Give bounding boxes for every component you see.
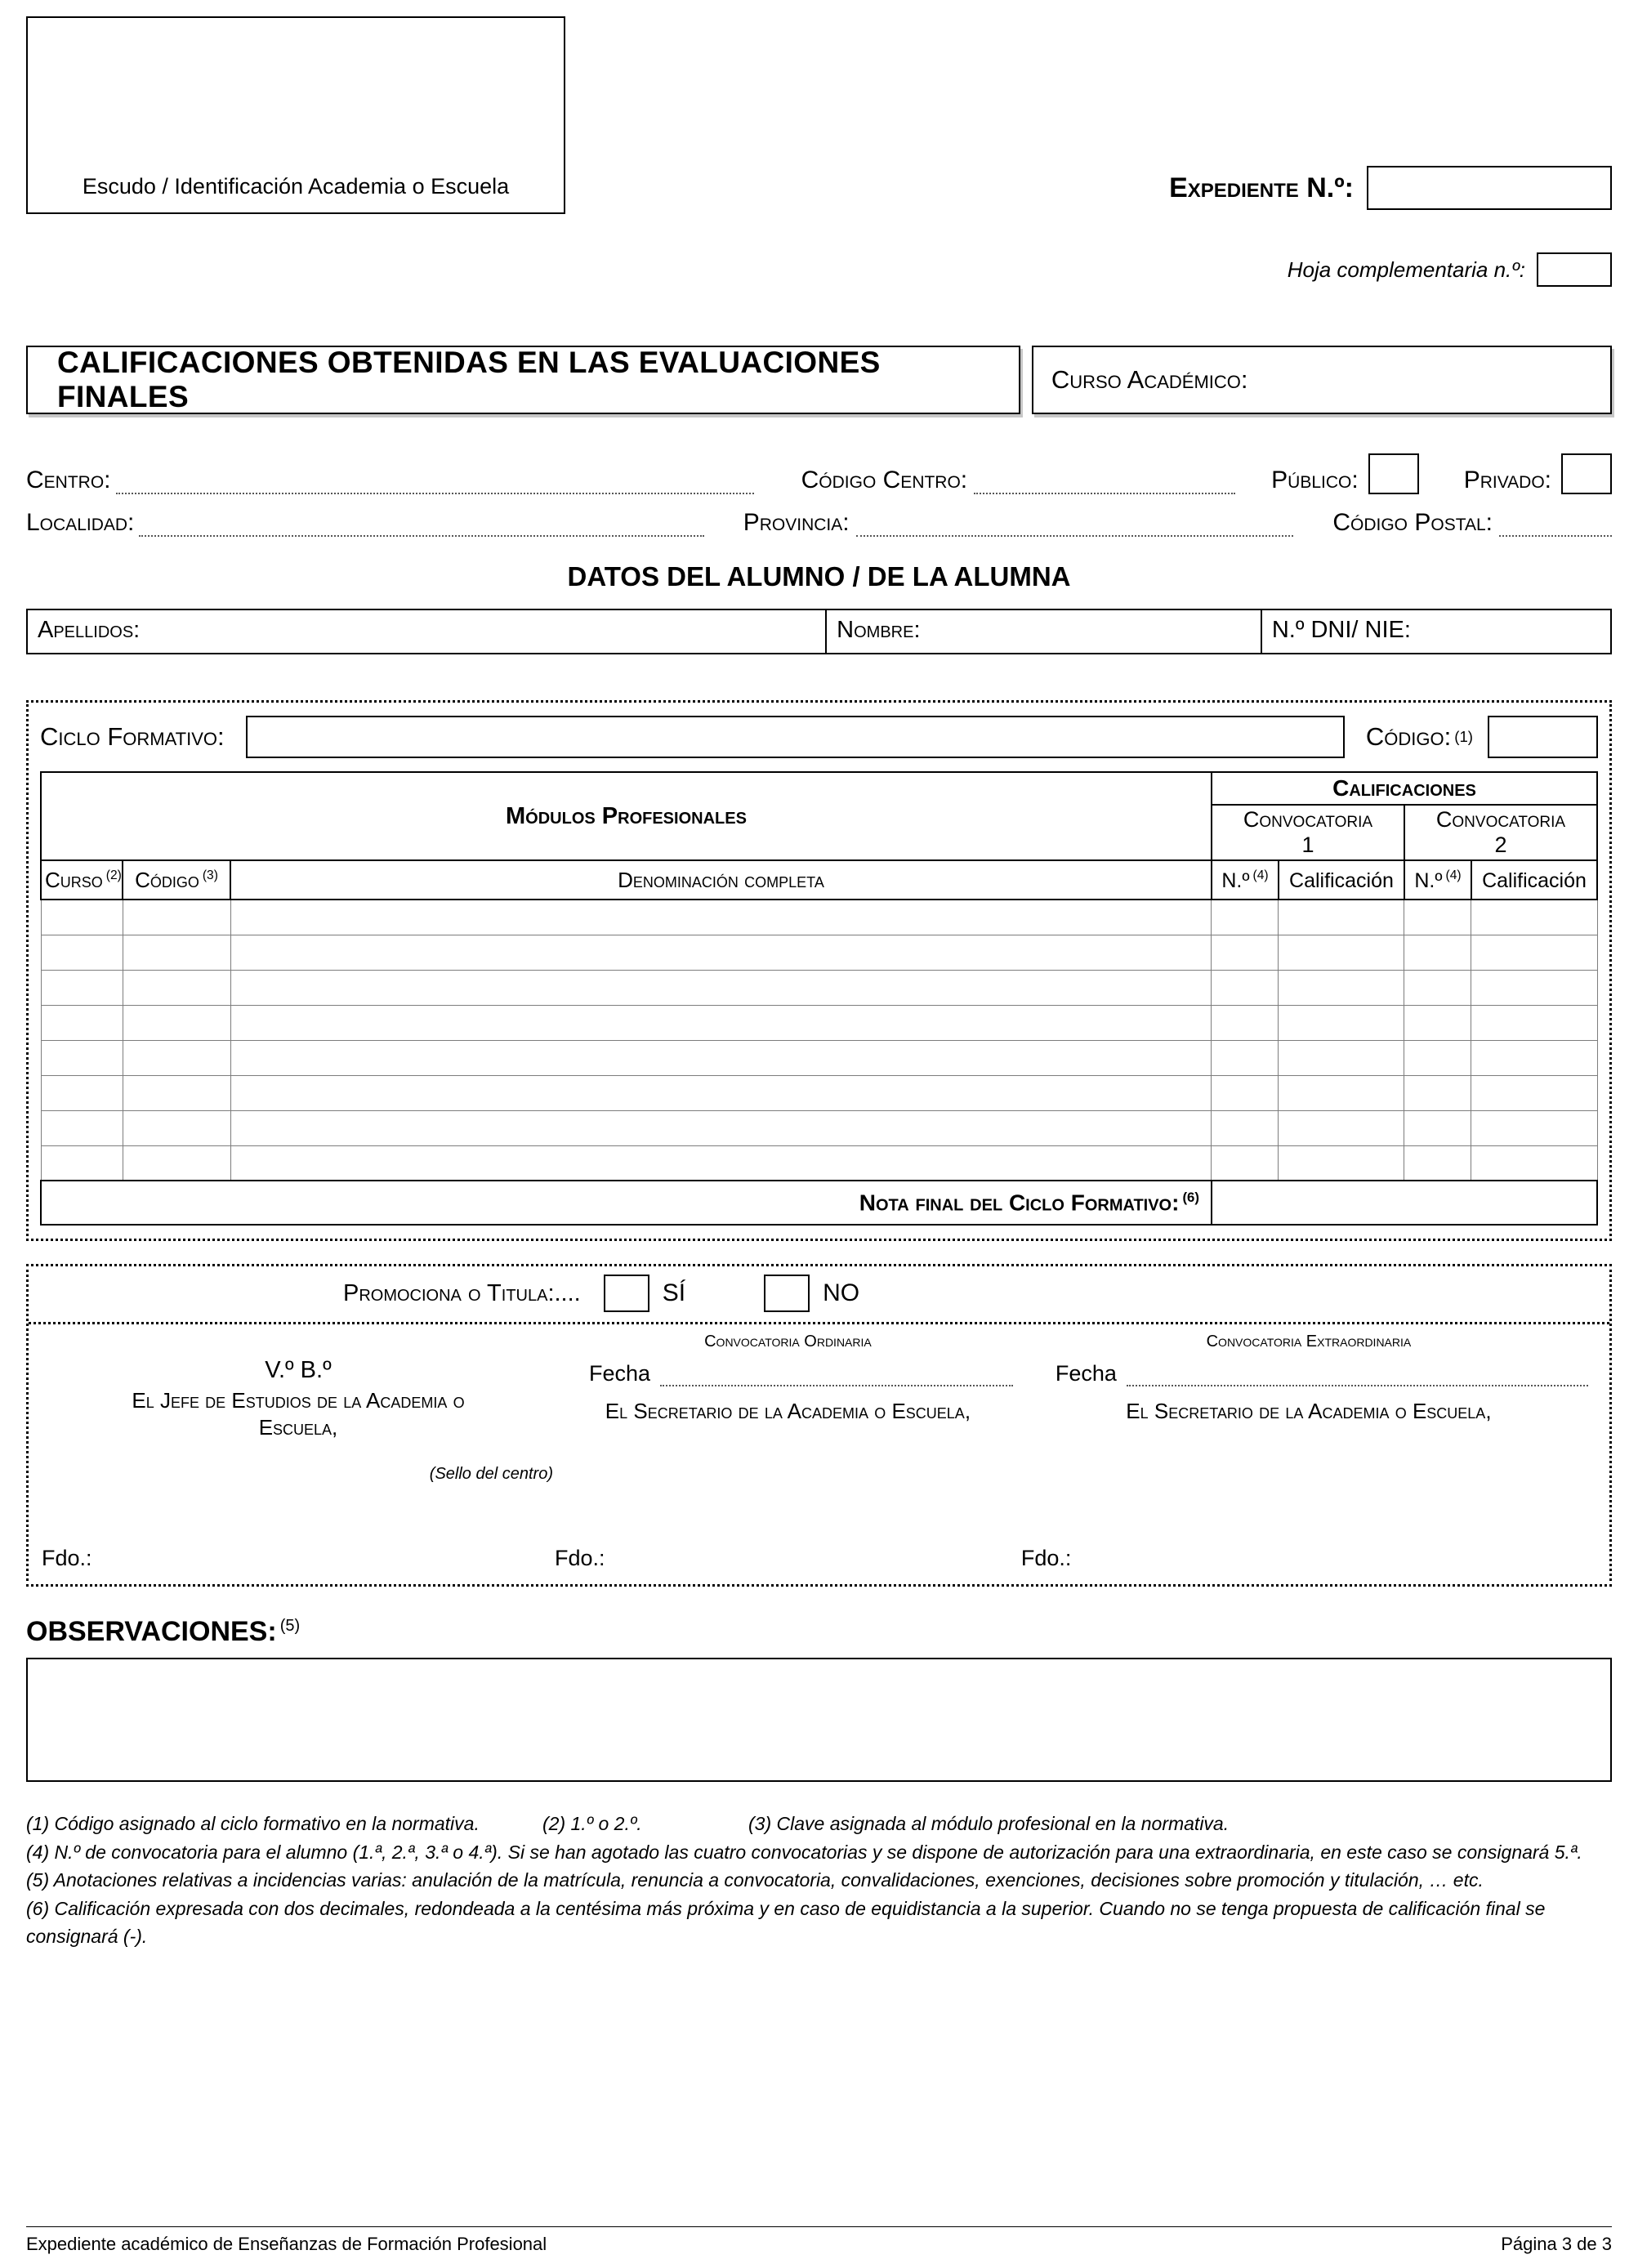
centro-row (26, 453, 1612, 494)
grades-cell[interactable] (1212, 1040, 1279, 1075)
curso-academico-box[interactable] (1032, 346, 1612, 414)
nombre-field[interactable] (827, 610, 1262, 653)
grades-cell[interactable] (41, 1110, 123, 1145)
fecha-row-extraordinaria (1021, 1361, 1596, 1386)
no-checkbox[interactable] (764, 1275, 810, 1312)
footnote-4: (4) N.º de convocatoria para el alumno (1.ª, 2.ª, 3.ª o 4.ª). Si se han agotado las cuatro convocatorias y se dispone de autorización para una extraordinaria, en este caso se consignará 5.ª. (26, 1841, 1582, 1863)
alumno-table (26, 609, 1612, 654)
extraordinaria-column (1021, 1331, 1596, 1571)
grades-cell[interactable] (41, 1145, 123, 1181)
ordinaria-column (555, 1331, 1021, 1571)
fecha-label-2: Fecha (1055, 1361, 1117, 1386)
nota-final-label-cell: Nota final del Ciclo Formativo: $^{(6)}$ (41, 1181, 1212, 1225)
grades-empty-row (41, 1145, 1597, 1181)
fdo-label-1: Fdo.: (42, 1546, 92, 1571)
provincia-fill[interactable] (856, 507, 1294, 537)
grades-cell[interactable] (1471, 1145, 1597, 1181)
nombre-label: Nombre: (837, 617, 921, 643)
grades-cell[interactable] (1471, 1005, 1597, 1040)
col-num2-header: N.º $^{(4)}$ (1404, 860, 1471, 900)
ciclo-formativo-label: Ciclo Formativo: (40, 722, 225, 751)
sello-centro-label: (Sello del centro) (429, 1465, 553, 1484)
escudo-box (26, 16, 565, 214)
grades-cell[interactable] (1212, 1110, 1279, 1145)
localidad-fill[interactable] (139, 507, 703, 537)
grades-cell[interactable] (123, 935, 230, 970)
grades-empty-row (41, 1110, 1597, 1145)
centro-fill[interactable] (116, 465, 754, 494)
grades-empty-row (41, 1040, 1597, 1075)
grades-cell[interactable] (1279, 1040, 1404, 1075)
calificaciones-section (26, 700, 1612, 1241)
publico-checkbox[interactable] (1368, 453, 1419, 494)
grades-cell[interactable] (1471, 935, 1597, 970)
grades-cell[interactable] (1404, 935, 1471, 970)
grades-cell[interactable] (1404, 1110, 1471, 1145)
grades-cell[interactable] (123, 970, 230, 1005)
vobo-column (42, 1331, 555, 1571)
grades-cell[interactable] (1404, 1040, 1471, 1075)
grades-cell[interactable] (41, 970, 123, 1005)
grades-cell[interactable] (1212, 970, 1279, 1005)
grades-empty-row (41, 1075, 1597, 1110)
col-codigo-header: Código $^{(3)}$ (123, 860, 230, 900)
col-num1-header: N.º $^{(4)}$ (1212, 860, 1279, 900)
codigo-ref: (3) (202, 868, 218, 882)
convocatoria-1-header: Convocatoria 1 (1212, 805, 1404, 860)
ciclo-formativo-input[interactable] (246, 716, 1345, 758)
num1-ref: (4) (1252, 868, 1269, 882)
codigo-centro-label: Código Centro: (801, 467, 968, 493)
grades-cell[interactable] (41, 935, 123, 970)
jefe-estudios-label: El Jefe de Estudios de la Academia o Escuela, (132, 1388, 465, 1440)
grades-cell[interactable] (1404, 1005, 1471, 1040)
dni-label: N.º DNI/ NIE: (1271, 617, 1411, 643)
observaciones-box[interactable] (26, 1658, 1612, 1782)
no-label: NO (823, 1279, 860, 1307)
grades-cell[interactable] (1212, 1145, 1279, 1181)
convocatoria-extraordinaria-heading: Convocatoria Extraordinaria (1206, 1333, 1412, 1351)
expediente-label: Expediente N.º: (1169, 172, 1354, 203)
ciclo-codigo-ref: (1) (1454, 728, 1473, 745)
codigo-postal-fill[interactable] (1499, 507, 1612, 537)
grades-cell[interactable] (1279, 970, 1404, 1005)
grades-cell[interactable] (1212, 1005, 1279, 1040)
grades-cell[interactable] (230, 1040, 1212, 1075)
vobo-label: V.º B.º (265, 1357, 332, 1384)
col-calificacion1-header: Calificación (1279, 860, 1404, 900)
grades-cell[interactable] (123, 900, 230, 935)
calificaciones-header: Calificaciones (1212, 772, 1597, 805)
grades-cell[interactable] (123, 1040, 230, 1075)
grades-cell[interactable] (1471, 1040, 1597, 1075)
col-calificacion2-header: Calificación (1471, 860, 1597, 900)
grades-cell[interactable] (1279, 1145, 1404, 1181)
grades-cell[interactable] (1471, 970, 1597, 1005)
grades-empty-row (41, 935, 1597, 970)
publico-label: Público: (1271, 467, 1359, 493)
expediente-input[interactable] (1367, 166, 1612, 210)
grades-cell[interactable] (1471, 900, 1597, 935)
signatures-grid (29, 1324, 1609, 1584)
hoja-complementaria-input[interactable] (1537, 252, 1612, 287)
grades-cell[interactable] (1404, 1075, 1471, 1110)
privado-label: Privado: (1463, 467, 1551, 493)
footnote-6: (6) Calificación expresada con dos decimales, redondeada a la centésima más próxima y en caso de equidistancia a la superior. Cuando no se tenga propuesta de calificación final se consignará (-). (26, 1897, 1546, 1948)
grades-cell[interactable] (1212, 935, 1279, 970)
footnote-2: (2) 1.º o 2.º. (542, 1813, 642, 1835)
convocatoria-ordinaria-heading: Convocatoria Ordinaria (704, 1333, 872, 1351)
page-title: CALIFICACIONES OBTENIDAS EN LAS EVALUACIONES FINALES (57, 346, 881, 413)
grades-cell[interactable] (41, 900, 123, 935)
grades-empty-row (41, 900, 1597, 935)
grades-cell[interactable] (1279, 1075, 1404, 1110)
num2-ref: (4) (1445, 868, 1462, 882)
convocatoria-2-header: Convocatoria 2 (1404, 805, 1597, 860)
expediente-row (1169, 166, 1612, 210)
grades-cell[interactable] (123, 1145, 230, 1181)
curso-ref: (2) (105, 868, 122, 882)
grades-cell[interactable] (1471, 1110, 1597, 1145)
grades-empty-row (41, 1005, 1597, 1040)
page-title-box (26, 346, 1020, 414)
grades-cell[interactable] (1471, 1075, 1597, 1110)
grades-cell[interactable] (230, 900, 1212, 935)
localidad-row (26, 507, 1612, 537)
page-footer (26, 2226, 1612, 2255)
fecha-fill-1[interactable] (660, 1362, 1013, 1386)
grades-cell[interactable] (41, 1075, 123, 1110)
codigo-centro-fill[interactable] (974, 465, 1235, 494)
apellidos-label: Apellidos: (38, 617, 141, 643)
grades-cell[interactable] (230, 935, 1212, 970)
dni-field[interactable] (1262, 610, 1610, 653)
grades-cell[interactable] (1212, 900, 1279, 935)
curso-academico-label: Curso Académico: (1051, 365, 1248, 394)
header-right (1169, 16, 1612, 287)
ciclo-formativo-row (40, 716, 1598, 758)
datos-alumno-heading: DATOS DEL ALUMNO / DE LA ALUMNA (567, 561, 1071, 592)
hoja-row (1288, 252, 1612, 287)
grades-cell[interactable] (1279, 935, 1404, 970)
footnotes (26, 1810, 1612, 1951)
grades-cell[interactable] (1212, 1075, 1279, 1110)
observaciones-heading: OBSERVACIONES: $^{(5)}$ (26, 1616, 301, 1648)
promocion-section (26, 1264, 1612, 1587)
header-row (26, 16, 1612, 287)
grades-cell[interactable] (1404, 900, 1471, 935)
grades-cell[interactable] (230, 1145, 1212, 1181)
footnote-5: (5) Anotaciones relativas a incidencias varias: anulación de la matrícula, renuncia a convocatoria, convalidaciones, exenciones, decisiones sobre promoción y titulación, … etc. (26, 1869, 1484, 1891)
grades-cell[interactable] (41, 1005, 123, 1040)
title-bar (26, 346, 1612, 414)
nota-final-ref: (6) (1182, 1189, 1199, 1205)
nota-final-row (41, 1181, 1597, 1225)
ciclo-codigo-input[interactable] (1488, 716, 1598, 758)
grades-cell[interactable] (230, 1005, 1212, 1040)
centro-label: Centro: (26, 467, 111, 493)
localidad-label: Localidad: (26, 509, 135, 536)
grades-cell[interactable] (1279, 900, 1404, 935)
col-denominacion-header: Denominación completa (230, 860, 1212, 900)
grades-cell[interactable] (230, 1110, 1212, 1145)
grades-cell[interactable] (1404, 970, 1471, 1005)
nota-final-value-cell[interactable] (1212, 1181, 1597, 1225)
promociona-row (29, 1266, 1609, 1324)
grades-table-body (41, 900, 1597, 1181)
observaciones-ref: (5) (279, 1616, 301, 1635)
footnote-line-1 (26, 1810, 1612, 1838)
si-checkbox[interactable] (604, 1275, 649, 1312)
codigo-postal-label: Código Postal: (1332, 509, 1493, 536)
provincia-label: Provincia: (743, 509, 850, 536)
fdo-label-3: Fdo.: (1020, 1546, 1072, 1571)
secretario-label-1: El Secretario de la Academia o Escuela, (605, 1399, 971, 1424)
fdo-label-2: Fdo.: (554, 1546, 605, 1571)
grades-cell[interactable] (41, 1040, 123, 1075)
grades-cell[interactable] (1404, 1145, 1471, 1181)
privado-checkbox[interactable] (1561, 453, 1612, 494)
grades-table (40, 771, 1598, 1226)
apellidos-field[interactable] (28, 610, 827, 653)
modulos-header: Módulos Profesionales (41, 772, 1212, 860)
ciclo-codigo-label: Código: (1365, 722, 1452, 751)
grades-empty-row (41, 970, 1597, 1005)
grades-cell[interactable] (230, 1075, 1212, 1110)
grades-cell[interactable] (1279, 1005, 1404, 1040)
promociona-label: Promociona o Titula:.... (343, 1279, 581, 1306)
grades-cell[interactable] (123, 1005, 230, 1040)
footer-document-title: Expediente académico de Enseñanzas de Formación Profesional (26, 2234, 547, 2254)
escudo-label: Escudo / Identificación Academia o Escuela (82, 174, 510, 199)
hoja-complementaria-label: Hoja complementaria n.º: (1287, 257, 1525, 282)
fecha-label-1: Fecha (588, 1361, 651, 1386)
footnote-3: (3) Clave asignada al módulo profesional en la normativa. (748, 1813, 1230, 1835)
secretario-label-2: El Secretario de la Academia o Escuela, (1126, 1399, 1492, 1424)
footnote-1: (1) Código asignado al ciclo formativo en la normativa. (26, 1813, 480, 1835)
fecha-row-ordinaria (555, 1361, 1021, 1386)
grades-cell[interactable] (123, 1110, 230, 1145)
grades-cell[interactable] (230, 970, 1212, 1005)
fecha-fill-2[interactable] (1127, 1362, 1588, 1386)
footer-page-number: Página 3 de 3 (1501, 2234, 1612, 2254)
col-curso-header: Curso $^{(2)}$ (41, 860, 123, 900)
grades-cell[interactable] (123, 1075, 230, 1110)
grades-cell[interactable] (1279, 1110, 1404, 1145)
si-label: SÍ (662, 1279, 686, 1307)
